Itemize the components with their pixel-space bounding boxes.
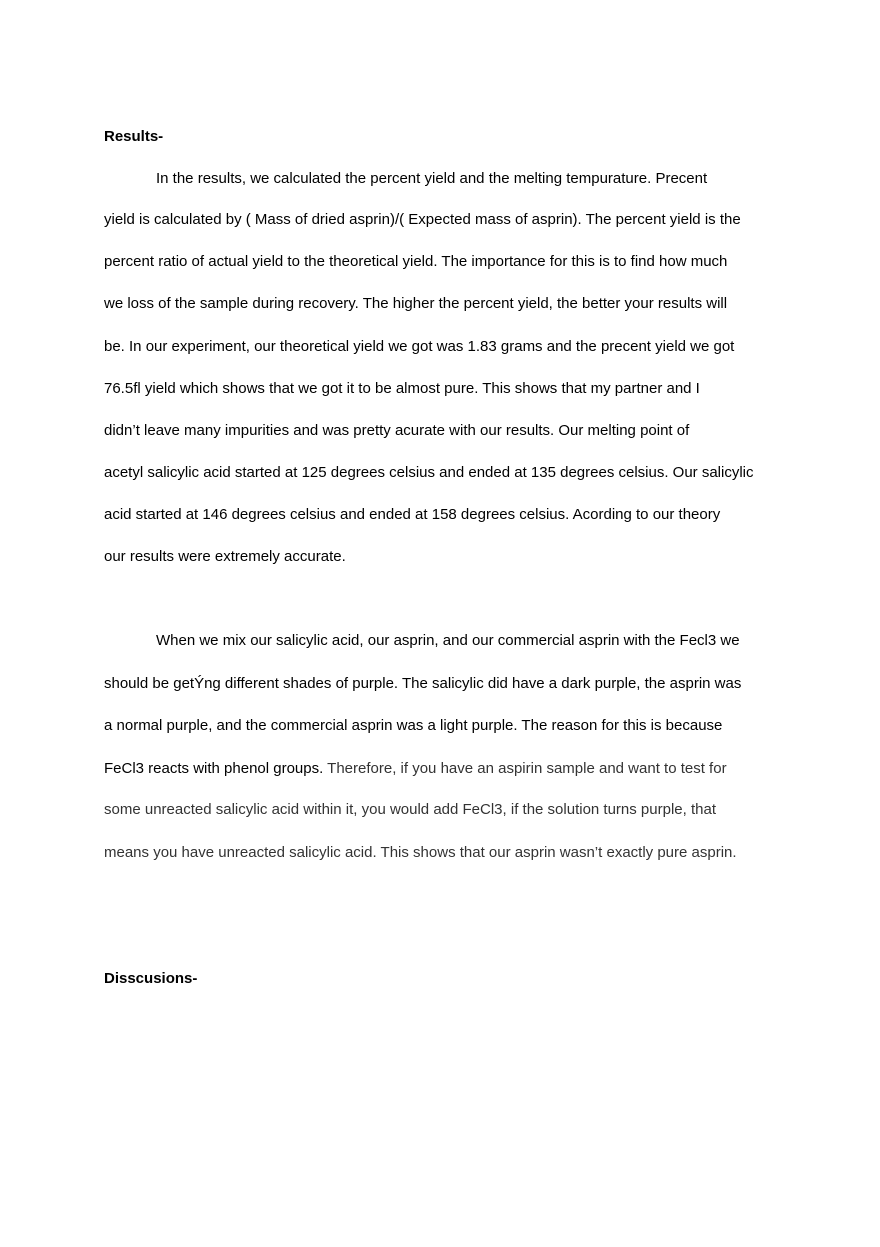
paragraph-line: we loss of the sample during recovery. The higher the percent yield, the better your results will: [104, 295, 728, 312]
paragraph-line-rest: Therefore, if you have an aspirin sample and want to test for: [323, 760, 727, 777]
paragraph-line: In the results, we calculated the percent yield and the melting tempurature. Precent: [156, 170, 708, 187]
paragraph-line: some unreacted salicylic acid within it, you would add FeCl3, if the solution turns purple, that: [104, 801, 716, 818]
results-heading: Results-: [104, 128, 164, 145]
paragraph-line: acetyl salicylic acid started at 125 degrees celsius and ended at 135 degrees celsius. Our salicylic: [104, 464, 754, 481]
paragraph-line: yield is calculated by ( Mass of dried asprin)/( Expected mass of asprin). The percent yield is the: [104, 211, 741, 228]
paragraph-line: 76.5fl yield which shows that we got it to be almost pure. This shows that my partner and I: [104, 380, 700, 397]
paragraph-line: When we mix our salicylic acid, our asprin, and our commercial asprin with the Fecl3 we: [156, 632, 740, 649]
discussions-heading: Disscusions-: [104, 970, 198, 987]
paragraph-line: acid started at 146 degrees celsius and ended at 158 degrees celsius. Acording to our theory: [104, 506, 721, 523]
paragraph-line: [104, 760, 794, 778]
paragraph-line: a normal purple, and the commercial asprin was a light purple. The reason for this is because: [104, 717, 723, 734]
paragraph-line: should be getÝng different shades of purple. The salicylic did have a dark purple, the asprin was: [104, 675, 742, 692]
paragraph-line-start: FeCl3 reacts with phenol groups.: [104, 760, 324, 777]
paragraph-line: means you have unreacted salicylic acid. This shows that our asprin wasn’t exactly pure asprin.: [104, 844, 737, 861]
paragraph-line: our results were extremely accurate.: [104, 548, 346, 565]
paragraph-line: percent ratio of actual yield to the theoretical yield. The importance for this is to find how much: [104, 253, 728, 270]
paragraph-line: didn’t leave many impurities and was pretty acurate with our results. Our melting point of: [104, 422, 690, 439]
paragraph-line: be. In our experiment, our theoretical yield we got was 1.83 grams and the precent yield we got: [104, 338, 735, 355]
